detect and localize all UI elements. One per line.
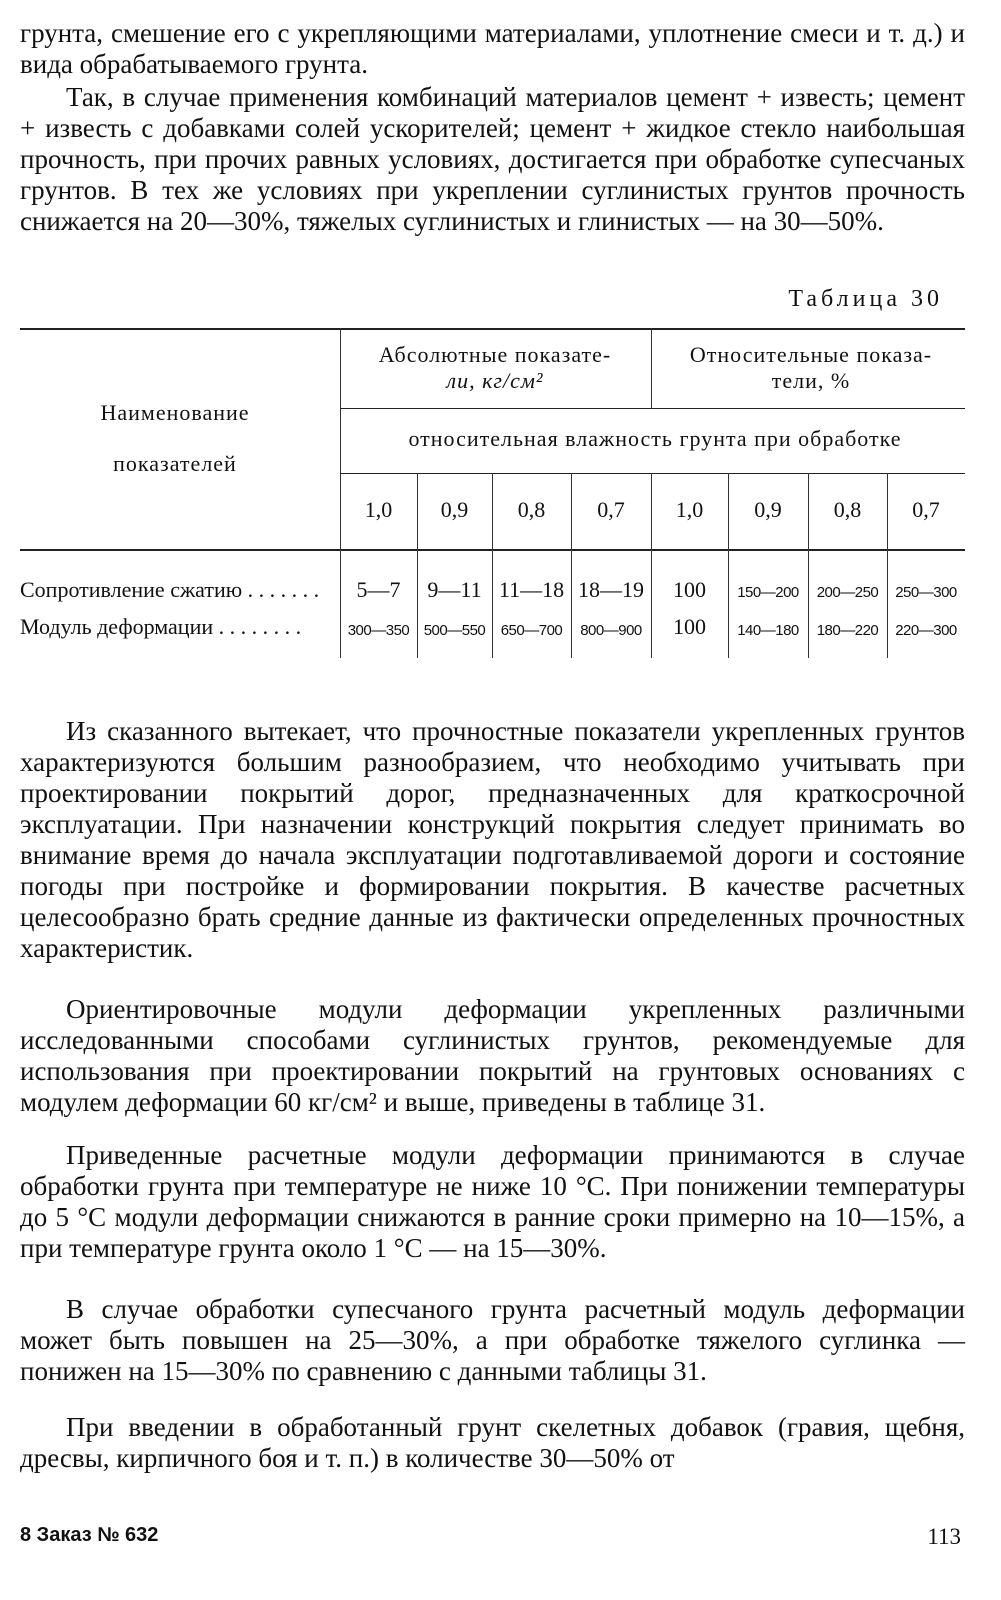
- page-number: 113: [927, 1524, 961, 1549]
- moisture-value-7: 0,8: [833, 497, 862, 522]
- paragraph-2: Из сказанного вытекает, что прочностные показатели укрепленных грунтов характеризуются большим разнообразием, что необходимо учитывать при проектировании покрытий дорог, предназначенных для краткосрочной эксплуатации. При назначении конструкций покрытия следует принимать во внимание время до начала эксплуатации подготавливаемой дороги и состояние погоды при постройке и формировании покрытия. В качестве расчетных целесообразно брать средние данные из фактически определенных прочностных характеристик.: [20, 716, 965, 963]
- absolute-header-line-1: Абсолютные показате-: [378, 342, 612, 367]
- modulus-value-3: 650—700: [500, 622, 563, 639]
- compression-value-8: 250—300: [895, 584, 957, 601]
- moisture-header: относительная влажность грунта при обработке: [408, 426, 902, 451]
- moisture-value-8: 0,7: [912, 497, 940, 522]
- moisture-value-6: 0,9: [754, 497, 782, 522]
- paragraph-3: Ориентировочные модули деформации укрепленных различными исследованными способами суглинистых грунтов, рекомендуемые для использования при проектировании покрытий на грунтовых основаниях с модулем деформации 60 кг/см² и выше, приведены в таблице 31.: [20, 994, 965, 1117]
- compression-value-4: 18—19: [578, 577, 644, 602]
- compression-value-3: 11—18: [498, 577, 565, 602]
- paragraph-5: В случае обработки супесчаного грунта расчетный модуль деформации может быть повышен на 25—30%, а при обработке тяжелого суглинка — понижен на 15—30% по сравнению с данными таблицы 31.: [20, 1294, 965, 1386]
- absolute-header-line-2: ли, кг/см²: [446, 368, 544, 393]
- moisture-value-4: 0,7: [597, 497, 625, 522]
- modulus-value-8: 220—300: [895, 622, 957, 639]
- table-inner-border-2: [340, 473, 965, 474]
- relative-header-line-1: Относительные показа-: [689, 342, 933, 367]
- table-title: Таблица 30: [788, 286, 943, 312]
- paragraph-4: Приведенные расчетные модули деформации принимаются в случае обработки грунта при температуре не ниже 10 °С. При понижении температуры до 5 °С модули деформации снижаются в ранние сроки примерно на 10—15%, а при температуре грунта около 1 °С — на 15—30%.: [20, 1140, 965, 1263]
- vertical-divider-main: [340, 328, 341, 658]
- compression-value-6: 150—200: [737, 584, 799, 601]
- modulus-value-5: 100: [673, 614, 706, 639]
- modulus-value-1: 300—350: [347, 622, 410, 639]
- row-header-line-1: Наименование: [100, 400, 250, 425]
- compression-value-1: 5—7: [356, 577, 401, 602]
- row-label-compression: Сопротивление сжатию . . . . . . .: [20, 577, 320, 602]
- modulus-value-4: 800—900: [580, 622, 642, 639]
- relative-header-line-2: тели, %: [771, 368, 851, 393]
- moisture-value-2: 0,9: [440, 497, 469, 522]
- table-top-border: [20, 328, 965, 330]
- modulus-value-6: 140—180: [737, 622, 799, 639]
- table-30: [20, 328, 965, 658]
- row-header-line-2: показателей: [113, 451, 237, 476]
- moisture-value-3: 0,8: [517, 497, 546, 522]
- table-inner-border-1: [340, 408, 965, 409]
- paragraph-6: При введении в обработанный грунт скелетных добавок (гравия, щебня, дресвы, кирпичного боя и т. п.) в количестве 30—50% от: [20, 1412, 965, 1473]
- paragraph-1: Так, в случае применения комбинаций материалов цемент + известь; цемент + известь с добавками солей ускорителей; цемент + жидкое стекло наибольшая прочность, при прочих равных условиях, достигается при обработке супесчаных грунтов. В тех же условиях при укреплении суглинистых грунтов прочность снижается на 20—30%, тяжелых суглинистых и глинистых — на 30—50%.: [20, 82, 965, 236]
- vertical-divider-header: [651, 328, 652, 408]
- compression-value-5: 100: [673, 577, 706, 602]
- intro-paragraph: грунта, смешение его с укрепляющими материалами, уплотнение смеси и т. д.) и вида обрабатываемого грунта.: [20, 18, 965, 79]
- moisture-value-1: 1,0: [364, 497, 393, 522]
- moisture-value-5: 1,0: [675, 497, 704, 522]
- compression-value-7: 200—250: [816, 584, 879, 601]
- modulus-value-2: 500—550: [423, 622, 486, 639]
- modulus-value-7: 180—220: [816, 622, 879, 639]
- row-label-modulus: Модуль деформации . . . . . . . .: [20, 614, 302, 639]
- compression-value-2: 9—11: [427, 577, 482, 602]
- footer-order-number: 8 Заказ № 632: [20, 1524, 159, 1546]
